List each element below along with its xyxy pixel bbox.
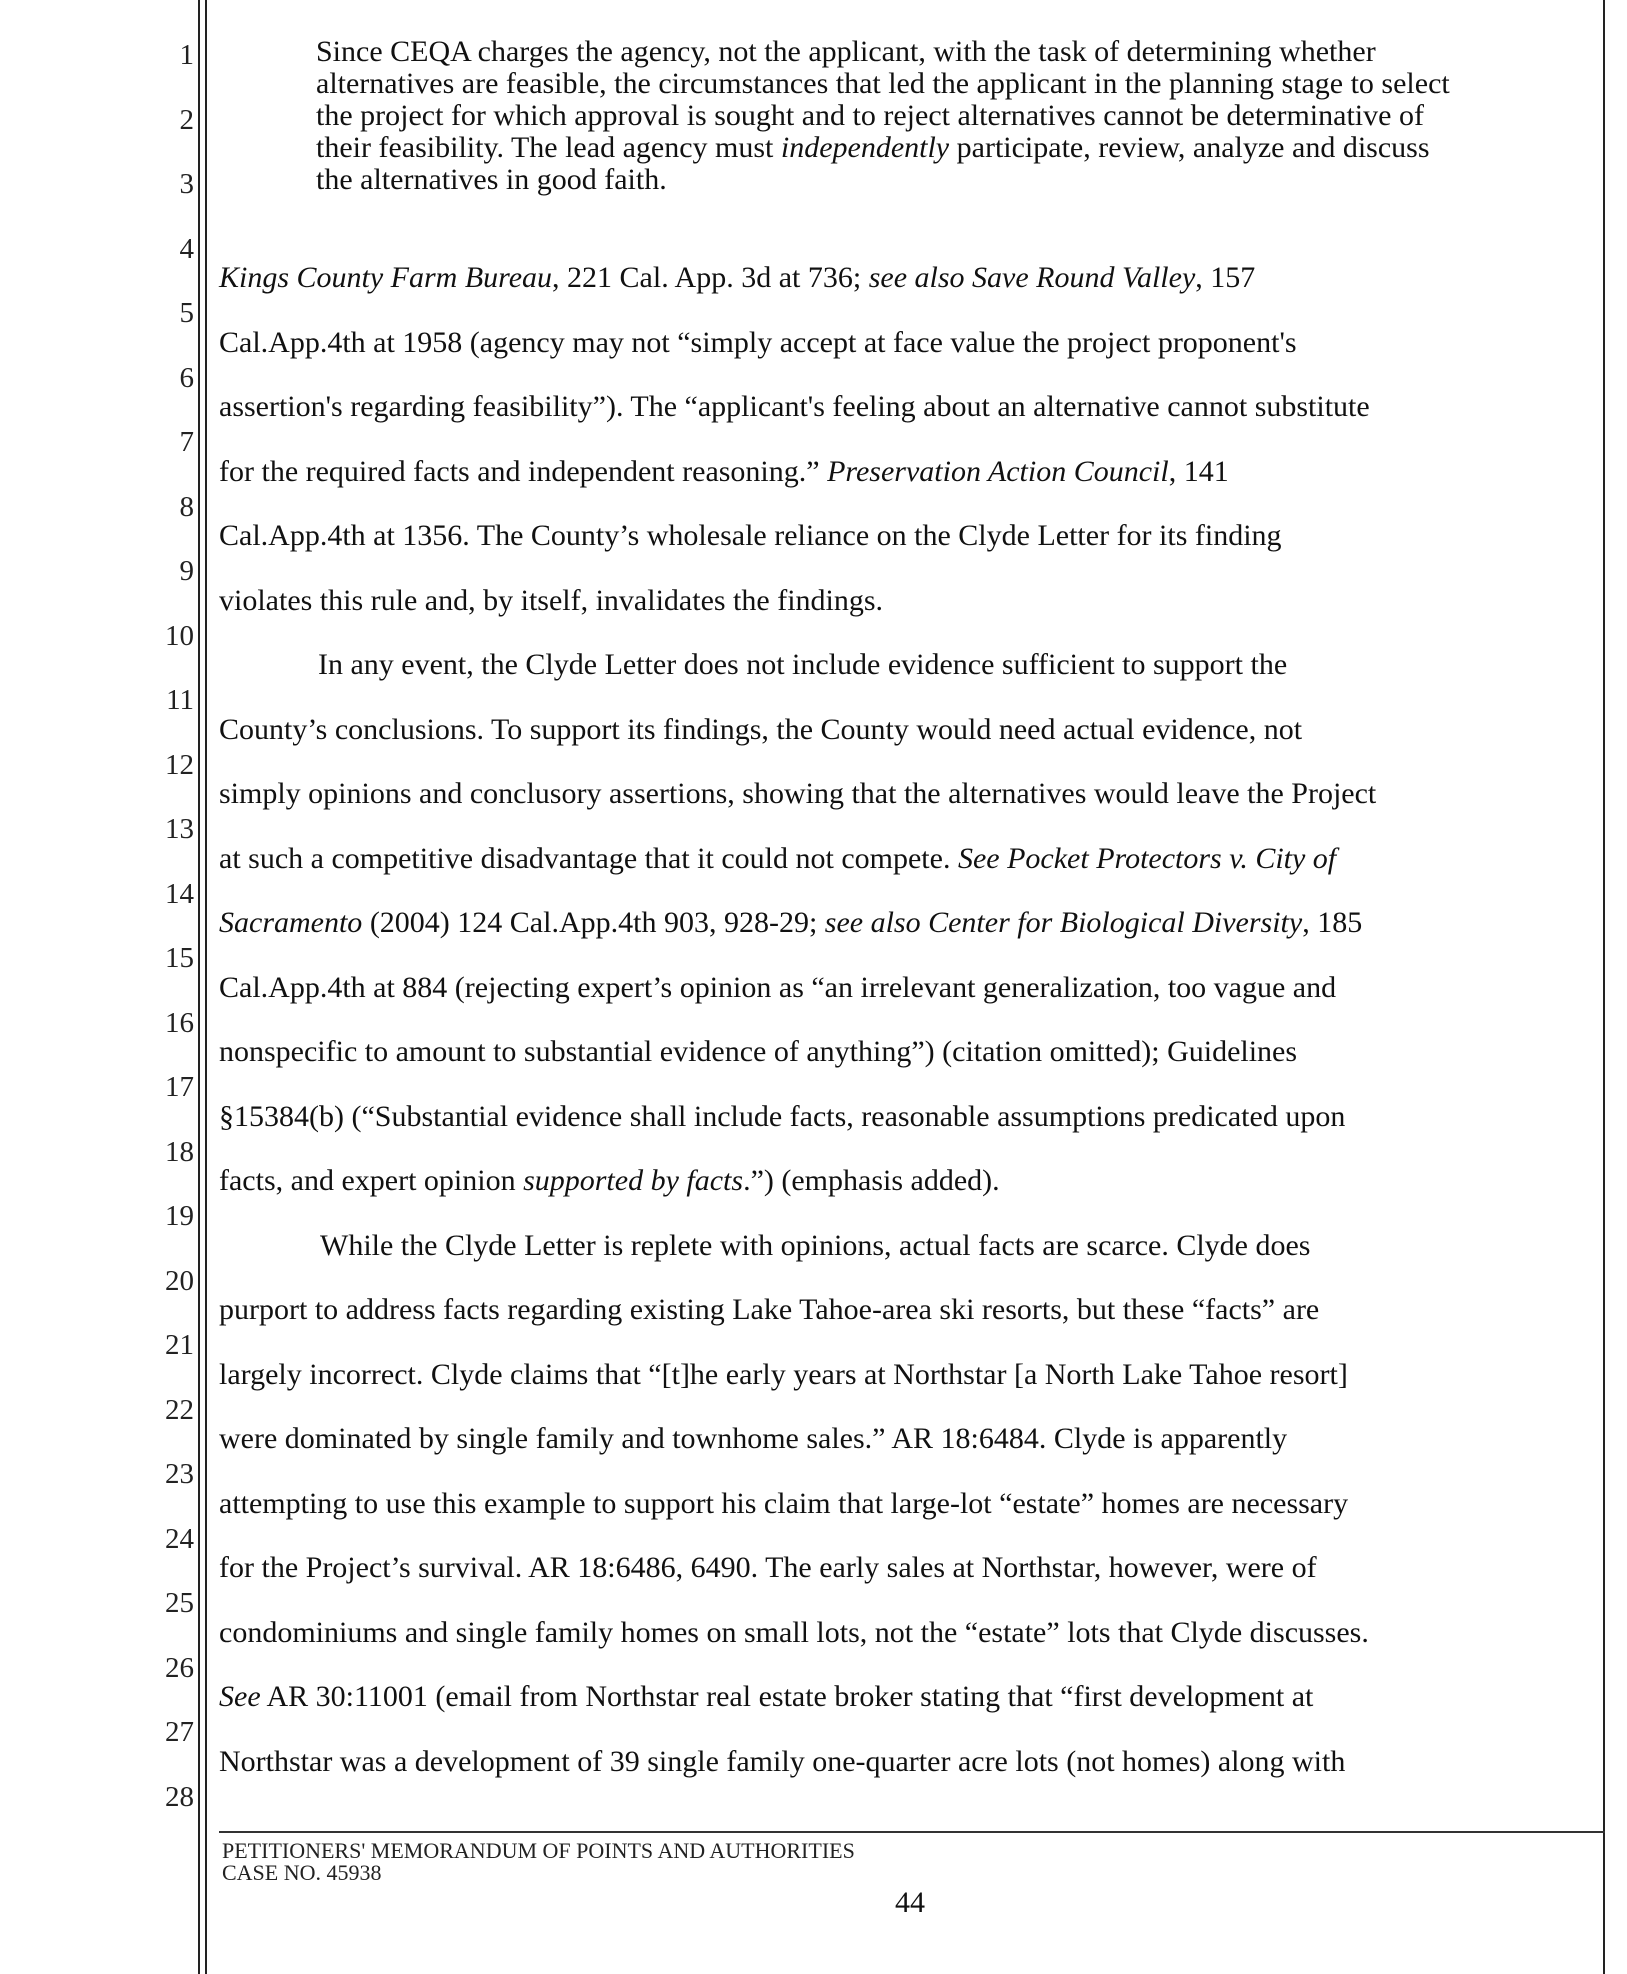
line-number: 5	[179, 297, 194, 329]
body-line: were dominated by single family and townhome sales.” AR 18:6484. Clyde is apparently	[219, 1422, 1288, 1455]
body-line	[219, 1679, 1579, 1715]
body-line	[219, 454, 1579, 490]
paragraph-first-line: While the Clyde Letter is replete with opinions, actual facts are scarce. Clyde does	[320, 1229, 1311, 1262]
quote-text: Since CEQA charges the agency, not the applicant, with the task of determining whether alternatives are feasible, the circumstances that led the applicant in the planning stage to select the project for which approval is sought and to reject alternatives cannot be determinative of their feasibility. The lead agency must	[316, 35, 1450, 164]
case-citation: see also Save Round Valley	[868, 261, 1196, 294]
footer-rule	[219, 1831, 1605, 1833]
body-line: Cal.App.4th at 1958 (agency may not “simply accept at face value the project proponent's	[219, 326, 1297, 359]
body-line: Northstar was a development of 39 single family one-quarter acre lots (not homes) along with	[219, 1745, 1346, 1778]
line-number: 6	[179, 362, 194, 394]
case-citation: Preservation Action Council	[827, 455, 1169, 488]
body-line	[219, 905, 1579, 941]
case-citation: Kings County Farm Bureau	[219, 261, 553, 294]
case-citation: see also Center for Biological Diversity	[824, 906, 1303, 939]
line-number: 19	[165, 1200, 194, 1232]
citation-text: , 157	[1195, 261, 1256, 294]
line-number: 9	[179, 555, 194, 587]
paragraph-first-line: In any event, the Clyde Letter does not include evidence sufficient to support the	[318, 648, 1288, 681]
emphasis-text: supported by facts	[523, 1164, 744, 1197]
body-line: purport to address facts regarding existing Lake Tahoe-area ski resorts, but these “facts” are	[219, 1293, 1320, 1326]
line-number: 14	[165, 878, 194, 910]
quote-text: participate, review, analyze and discuss the alternatives in good faith.	[316, 131, 1430, 196]
line-number: 3	[179, 168, 194, 200]
line-number: 10	[165, 620, 194, 652]
page-number: 44	[895, 1886, 925, 1919]
body-line	[219, 841, 1579, 877]
left-margin-rule-inner	[205, 0, 207, 1974]
signal-text: See	[219, 1680, 261, 1713]
footer-title: PETITIONERS' MEMORANDUM OF POINTS AND AUTHORITIES	[222, 1838, 855, 1863]
line-number: 7	[179, 426, 194, 458]
line-number: 21	[165, 1329, 194, 1361]
body-line: nonspecific to amount to substantial evidence of anything”) (citation omitted); Guidelines	[219, 1035, 1298, 1068]
line-number: 11	[166, 684, 194, 716]
left-margin-rule-outer	[198, 0, 200, 1974]
body-line: for the Project’s survival. AR 18:6486, 6490. The early sales at Northstar, however, were of	[219, 1551, 1317, 1584]
citation-text: , 221 Cal. App. 3d at 736;	[552, 261, 869, 294]
line-number: 18	[165, 1136, 194, 1168]
line-number: 15	[165, 942, 194, 974]
line-number: 25	[165, 1587, 194, 1619]
line-number: 26	[165, 1652, 194, 1684]
body-text: facts, and expert opinion	[219, 1164, 524, 1197]
body-line: County’s conclusions. To support its findings, the County would need actual evidence, not	[219, 713, 1303, 746]
body-line: condominiums and single family homes on small lots, not the “estate” lots that Clyde discusses.	[219, 1616, 1369, 1649]
line-number: 28	[165, 1781, 194, 1813]
body-line: Cal.App.4th at 1356. The County’s wholesale reliance on the Clyde Letter for its finding	[219, 519, 1282, 552]
body-text: .”) (emphasis added).	[743, 1164, 1000, 1197]
body-line	[219, 1163, 1579, 1199]
block-quotation	[316, 36, 1466, 196]
citation-text: , 141	[1168, 455, 1229, 488]
body-text: for the required facts and independent reasoning.”	[219, 455, 828, 488]
line-number: 16	[165, 1007, 194, 1039]
footer-case-number: CASE NO. 45938	[222, 1860, 382, 1885]
line-number: 20	[165, 1265, 194, 1297]
line-number: 2	[179, 104, 194, 136]
body-line	[219, 260, 1579, 296]
line-number: 13	[165, 813, 194, 845]
line-number: 17	[165, 1071, 194, 1103]
line-number: 23	[165, 1458, 194, 1490]
quote-emphasis: independently	[780, 131, 950, 164]
body-line: largely incorrect. Clyde claims that “[t]he early years at Northstar [a North Lake Tahoe resort]	[219, 1358, 1348, 1391]
citation-text: , 185	[1302, 906, 1363, 939]
citation-text: (2004) 124 Cal.App.4th 903, 928-29;	[362, 906, 825, 939]
body-line: attempting to use this example to support his claim that large-lot “estate” homes are necessary	[219, 1487, 1349, 1520]
body-line: §15384(b) (“Substantial evidence shall include facts, reasonable assumptions predicated upon	[219, 1100, 1346, 1133]
body-text: AR 30:11001 (email from Northstar real estate broker stating that “first development at	[260, 1680, 1314, 1713]
line-number: 8	[179, 491, 194, 523]
line-number: 4	[179, 233, 194, 265]
body-line: assertion's regarding feasibility”). The “applicant's feeling about an alternative cannot substitute	[219, 390, 1370, 423]
line-number: 12	[165, 749, 194, 781]
line-number: 24	[165, 1523, 194, 1555]
right-margin-rule	[1603, 0, 1605, 1974]
case-citation: Sacramento	[219, 906, 363, 939]
line-number: 27	[165, 1716, 194, 1748]
body-line: Cal.App.4th at 884 (rejecting expert’s opinion as “an irrelevant generalization, too vague and	[219, 971, 1337, 1004]
line-number: 1	[179, 39, 194, 71]
body-line: simply opinions and conclusory assertions, showing that the alternatives would leave the Project	[219, 777, 1377, 810]
line-number: 22	[165, 1394, 194, 1426]
case-citation: See Pocket Protectors v. City of	[957, 842, 1337, 875]
body-text: at such a competitive disadvantage that it could not compete.	[219, 842, 958, 875]
body-line: violates this rule and, by itself, invalidates the findings.	[219, 584, 884, 617]
